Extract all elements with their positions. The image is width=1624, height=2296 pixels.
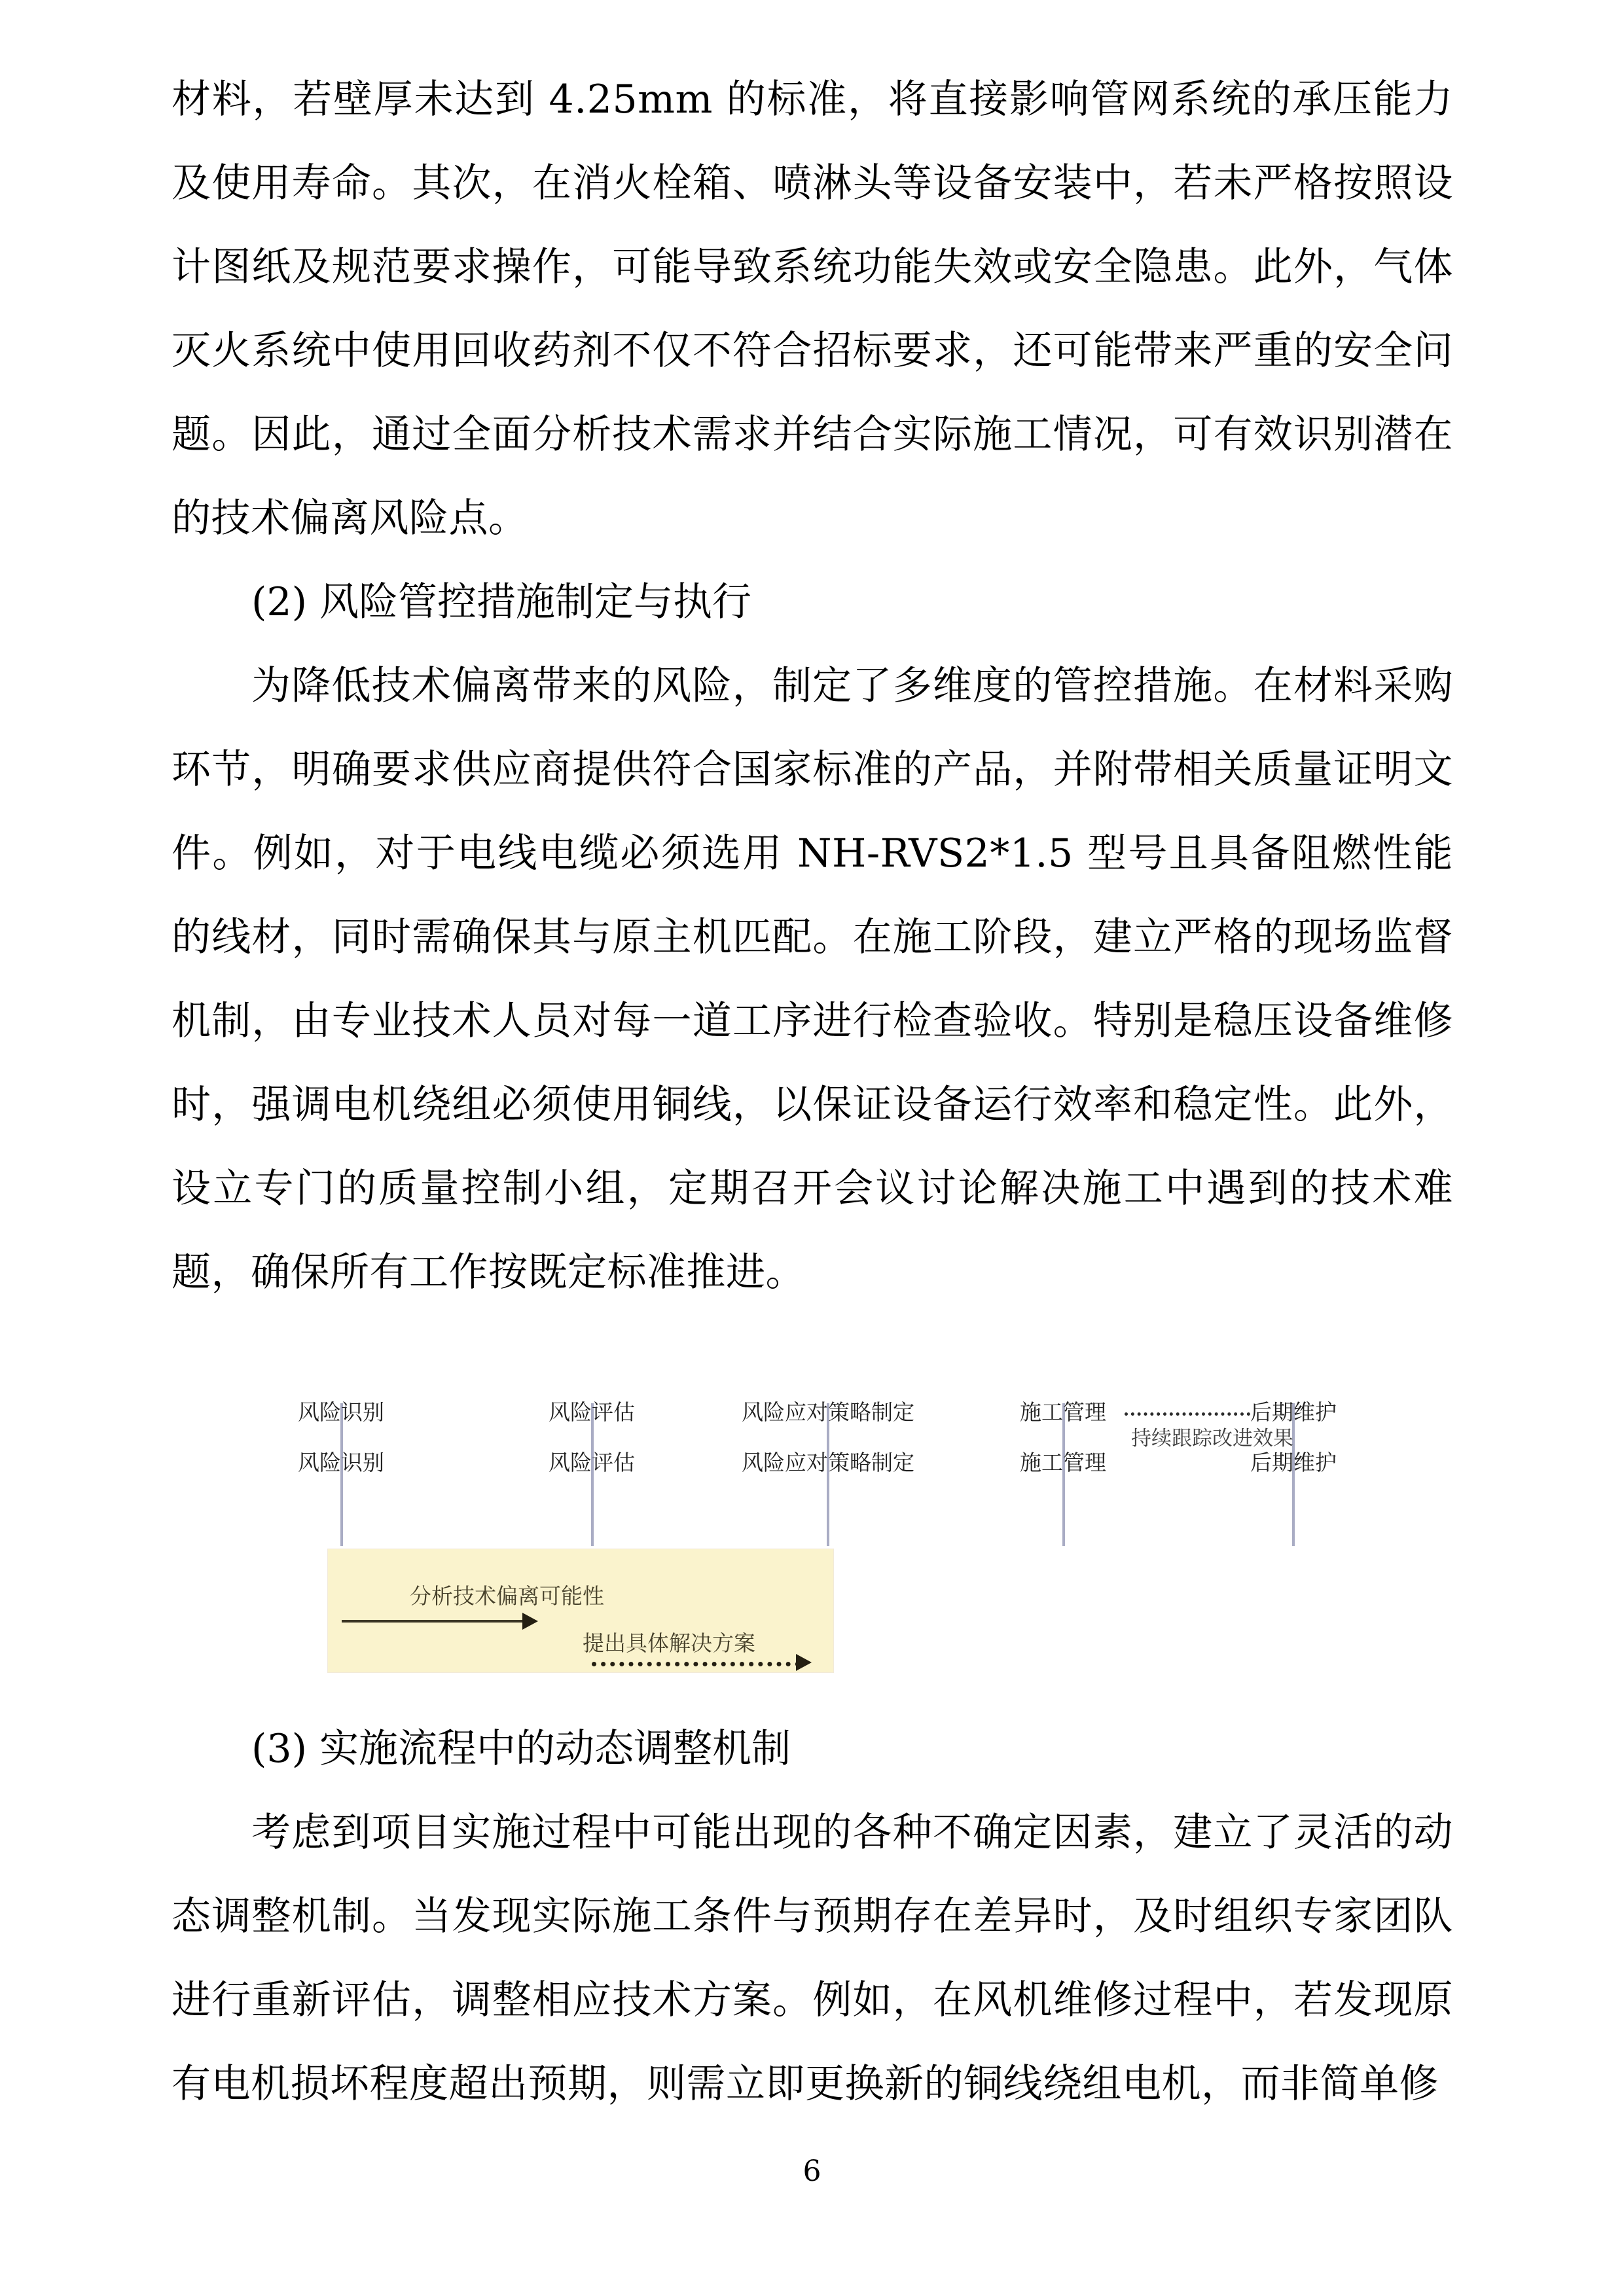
paragraph-continuation: 材料，若壁厚未达到 4.25mm 的标准，将直接影响管网系统的承压能力及使用寿命。其次，在消火栓箱、喷淋头等设备安装中，若未严格按照设计图纸及规范要求操作，可能导致系统功能失效或安全隐患。此外，气体灭火系统中使用回收药剂不仅不符合招标要求，还可能带来严重的安全问题。因此，通过全面分析技术需求并结合实际施工情况，可有效识别潜在的技术偏离风险点。: [171, 77, 1453, 541]
page-content: [171, 58, 1453, 1314]
message-label-analyze-deviation: 分析技术偏离可能性: [410, 1583, 604, 1609]
message-arrow-dotted: [592, 1662, 800, 1666]
connector-note-label: 持续跟踪改进效果: [1131, 1427, 1293, 1450]
connector-dotted-line: [1125, 1412, 1250, 1416]
message-block-box: [327, 1549, 834, 1673]
message-arrow-head-dotted: [796, 1654, 812, 1671]
actor-label-top-construction-mgmt: 施工管理: [1020, 1399, 1106, 1425]
message-arrow-solid: [342, 1620, 525, 1623]
actor-label-bottom-risk-assessment: 风险评估: [549, 1450, 635, 1475]
page-number: 6: [803, 2155, 821, 2188]
sequence-diagram-figure: [0, 1380, 1624, 1674]
actor-label-bottom-risk-response: 风险应对策略制定: [742, 1450, 914, 1475]
actor-label-top-risk-response: 风险应对策略制定: [742, 1399, 914, 1425]
message-arrow-head-solid: [522, 1613, 538, 1630]
actor-label-top-risk-assessment: 风险评估: [549, 1399, 635, 1425]
page-content-lower: [171, 1707, 1453, 2126]
message-label-propose-solution: 提出具体解决方案: [583, 1630, 755, 1656]
section-heading-3: (3) 实施流程中的动态调整机制: [251, 1726, 791, 1772]
actor-label-bottom-construction-mgmt: 施工管理: [1020, 1450, 1106, 1475]
section-heading-2: (2) 风险管控措施制定与执行: [251, 579, 752, 625]
actor-label-top-risk-identification: 风险识别: [298, 1399, 384, 1425]
actor-label-top-post-maintenance: 后期维护: [1250, 1399, 1337, 1425]
actor-label-bottom-post-maintenance: 后期维护: [1250, 1450, 1337, 1475]
paragraph-risk-control: 为降低技术偏离带来的风险，制定了多维度的管控措施。在材料采购环节，明确要求供应商提供符合国家标准的产品，并附带相关质量证明文件。例如，对于电线电缆必须选用 NH-RVS2*1.5 型号且具备阻燃性能的线材，同时需确保其与原主机匹配。在施工阶段，建立严格的现场监督机制，由专业技术人员对每一道工序进行检查验收。特别是稳压设备维修时，强调电机绕组必须使用铜线，以保证设备运行效率和稳定性。此外，设立专门的质量控制小组，定期召开会议讨论解决施工中遇到的技术难题，确保所有工作按既定标准推进。: [171, 663, 1453, 1295]
paragraph-dynamic-adjustment: 考虑到项目实施过程中可能出现的各种不确定因素，建立了灵活的动态调整机制。当发现实际施工条件与预期存在差异时，及时组织专家团队进行重新评估，调整相应技术方案。例如，在风机维修过程中，若发现原有电机损坏程度超出预期，则需立即更换新的铜线绕组电机，而非简单修: [171, 1810, 1453, 2107]
actor-label-bottom-risk-identification: 风险识别: [298, 1450, 384, 1475]
